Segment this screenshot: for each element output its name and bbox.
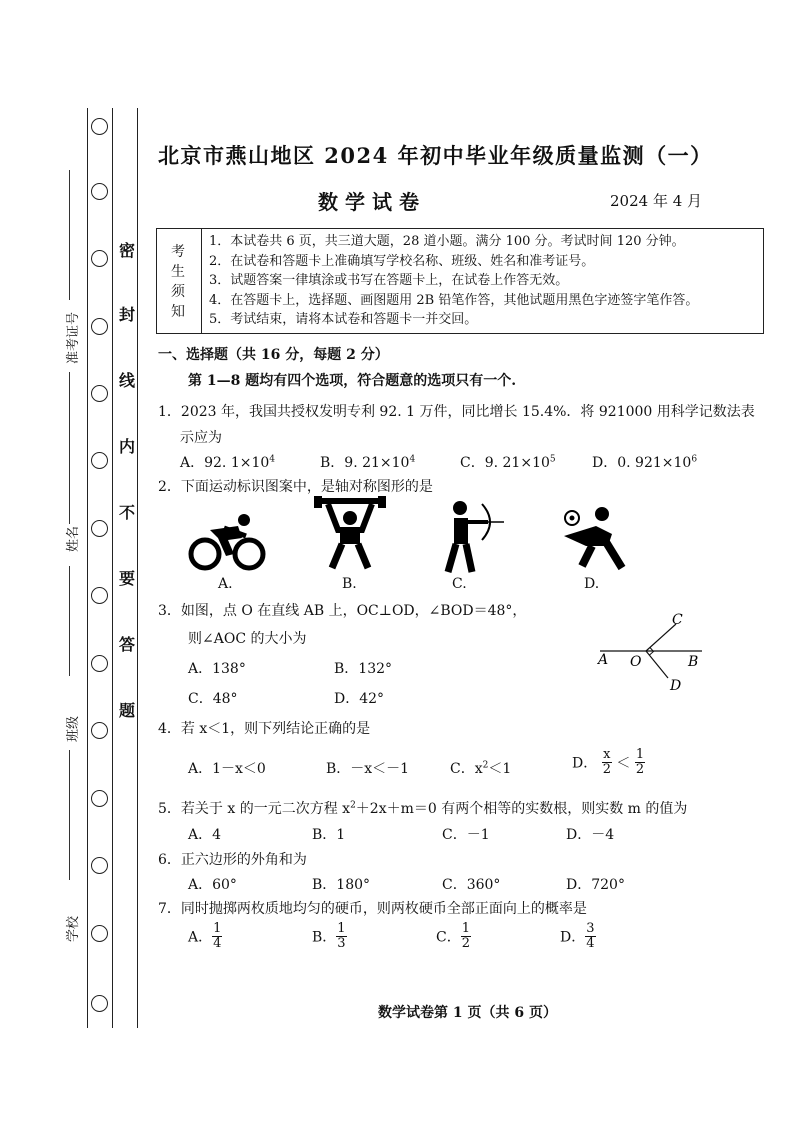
question-1-option-b: B．9. $21\times 10^4$ — [320, 454, 416, 471]
binding-hole — [91, 655, 108, 672]
question-2-option-a: A. — [218, 576, 233, 592]
notice-item: 2．在试卷和答题卡上准确填写学校名称、班级、姓名和准考证号。 — [209, 253, 595, 269]
question-6-option-a: A．60° — [188, 877, 237, 893]
binding-hole — [91, 722, 108, 739]
question-1-option-d: D．0. $921\times 10^6$ — [592, 454, 698, 471]
seal-char: 密 — [119, 241, 136, 260]
angle-diagram — [594, 610, 714, 692]
question-5-option-c: C．－1 — [442, 827, 490, 843]
question-3-option-c: C．48° — [188, 691, 238, 707]
soccer-player-icon — [556, 506, 632, 572]
question-2-option-c: C. — [452, 576, 467, 592]
question-1-option-c: C．9. $21\times 10^5$ — [460, 454, 556, 471]
question-6-option-c: C．360° — [442, 877, 501, 893]
cyclist-icon — [188, 508, 268, 572]
exam-notice-box — [156, 228, 764, 334]
class-label: 班级 — [66, 715, 81, 742]
question-7-option-c: C． $\frac{1}{2}$ — [436, 921, 470, 951]
question-2-stem: 2．下面运动标识图案中，是轴对称图形的是 — [158, 479, 433, 495]
exam-subtitle: 数学试卷 — [318, 190, 426, 214]
notice-heading: 考 生 须 知 — [157, 229, 202, 333]
question-6-stem: 6．正六边形的外角和为 — [158, 852, 307, 868]
exam-date: 2024 年 4 月 — [610, 192, 703, 210]
question-5-option-b: B．1 — [312, 827, 346, 843]
exam-title: 北京市燕山地区 2024 年初中毕业年级质量监测（一） — [158, 143, 713, 168]
binding-hole — [91, 790, 108, 807]
question-4-option-a: A．1－x＜0 — [188, 761, 266, 777]
question-7-option-b: B． $\frac{1}{3}$ — [312, 921, 346, 951]
page-footer: 数学试卷第 1 页（共 6 页） — [378, 1005, 557, 1021]
seal-char: 要 — [119, 569, 136, 588]
binding-hole — [91, 250, 108, 267]
name-line — [69, 444, 70, 524]
question-2-option-b: B. — [342, 576, 357, 592]
notice-item: 1．本试卷共 6 页，共三道大题，28 道小题。满分 100 分。考试时间 120 分钟。 — [209, 234, 685, 249]
question-1-stem-cont: 示应为 — [180, 430, 222, 446]
binding-hole — [91, 995, 108, 1012]
seal-char: 不 — [119, 503, 136, 522]
binding-hole — [91, 857, 108, 874]
seal-char: 封 — [119, 305, 136, 324]
point-a-label: A — [598, 652, 609, 668]
seal-char: 内 — [119, 437, 136, 456]
name-label: 姓名 — [66, 525, 81, 552]
point-c-label: C — [672, 612, 683, 628]
exam-id-label: 准考证号 — [66, 311, 81, 364]
notice-item: 5．考试结束，请将本试卷和答题卡一并交回。 — [209, 312, 478, 327]
binding-hole — [91, 587, 108, 604]
question-6-option-b: B．180° — [312, 877, 371, 893]
binding-hole — [91, 520, 108, 537]
question-1-option-a: A．92. $1\times 10^4$ — [180, 454, 276, 471]
notice-item: 3．试题答案一律填涂或书写在答题卡上，在试卷上作答无效。 — [209, 273, 569, 288]
name-line-2 — [69, 566, 70, 676]
question-3-stem-cont: 则∠AOC 的大小为 — [188, 631, 307, 647]
question-3-option-b: B．132° — [334, 661, 393, 677]
binding-line-left — [87, 108, 88, 1028]
point-b-label: B — [688, 654, 699, 670]
notice-item: 4．在答题卡上，选择题、画图题用 2B 铅笔作答，其他试题用黑色字迹签字笔作答。 — [209, 292, 699, 308]
question-6-option-d: D．720° — [566, 877, 625, 893]
point-o-label: O — [630, 654, 642, 670]
binding-hole — [91, 318, 108, 335]
section-instruction: 第 1—8 题均有四个选项，符合题意的选项只有一个. — [188, 373, 517, 389]
question-2-option-d: D. — [584, 576, 600, 592]
binding-line-right — [112, 108, 113, 1028]
seal-char: 线 — [119, 371, 136, 390]
binding-hole — [91, 183, 108, 200]
question-5-option-d: D．－4 — [566, 827, 615, 843]
binding-hole — [91, 925, 108, 942]
school-label: 学校 — [66, 915, 81, 942]
question-3-option-a: A．138° — [188, 661, 246, 677]
question-5-stem: 5．若关于 x 的一元二次方程 $x^2+2x+m=0$ 有两个相等的实数根，则实数 m 的值为 — [158, 800, 688, 817]
question-7-option-d: D． $\frac{3}{4}$ — [560, 921, 595, 951]
exam-id-line-2 — [69, 372, 70, 444]
notice-items — [209, 232, 698, 330]
exam-id-line — [69, 170, 70, 300]
class-line — [69, 750, 70, 880]
archer-icon — [438, 498, 504, 574]
question-7-stem: 7．同时抛掷两枚质地均匀的硬币，则两枚硬币全部正面向上的概率是 — [158, 901, 587, 917]
question-4-option-d: D． $\frac{x}{2}$ ＜ $\frac{1}{2}$ — [572, 747, 645, 777]
question-5-option-a: A．4 — [188, 827, 222, 843]
question-7-option-a: A． $\frac{1}{4}$ — [188, 921, 222, 951]
question-4-stem: 4．若 x＜1，则下列结论正确的是 — [158, 721, 371, 737]
question-4-option-b: B．－x＜－1 — [326, 761, 410, 777]
binding-hole — [91, 385, 108, 402]
question-3-option-d: D．42° — [334, 691, 385, 707]
binding-line-outer — [137, 108, 138, 1028]
question-4-option-c: C．$x^2<1$ — [450, 760, 512, 777]
question-1-stem: 1．2023 年，我国共授权发明专利 92. 1 万件，同比增长 15.4%．将 921000 用科学记数法表 — [158, 404, 755, 420]
binding-hole — [91, 452, 108, 469]
point-d-label: D — [670, 678, 682, 692]
weightlifter-icon — [314, 496, 386, 572]
seal-char: 答 — [119, 635, 136, 654]
question-3-stem: 3．如图，点 O 在直线 AB 上，OC⊥OD，∠BOD＝48°， — [158, 603, 527, 619]
section-title: 一、选择题（共 16 分，每题 2 分） — [158, 347, 389, 363]
binding-hole — [91, 118, 108, 135]
seal-char: 题 — [119, 701, 136, 720]
